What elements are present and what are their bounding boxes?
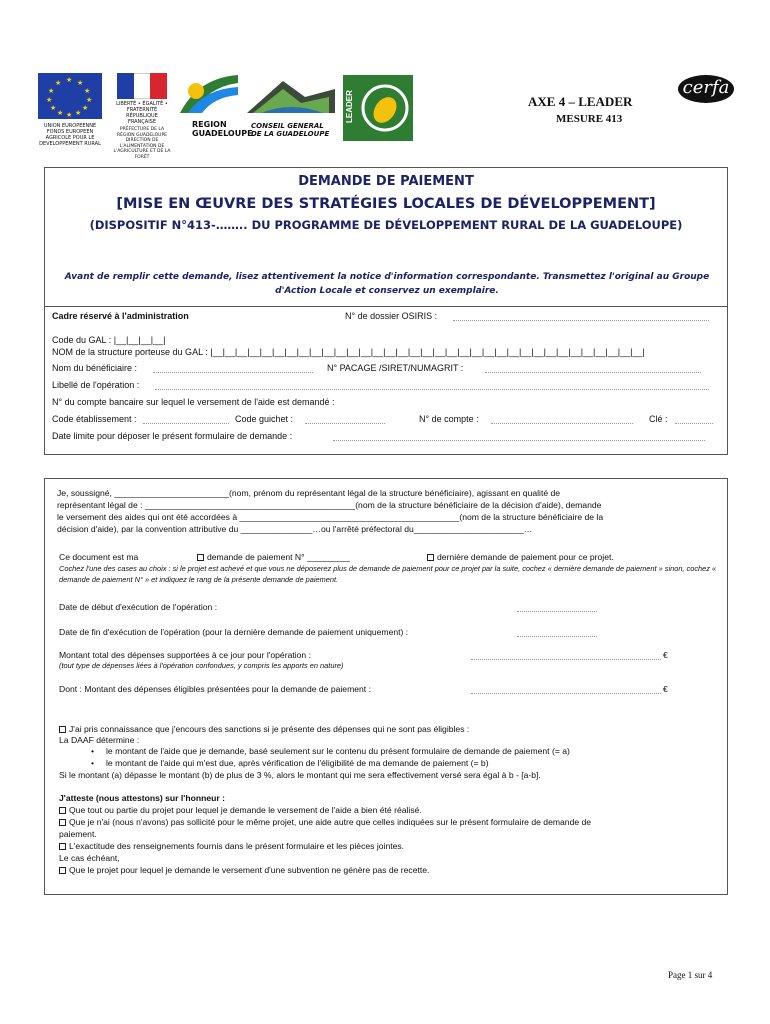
marianne-icon xyxy=(117,73,167,99)
osiris-field[interactable] xyxy=(453,320,709,321)
attestation-2-checkbox[interactable] xyxy=(59,819,66,826)
leader-logo xyxy=(343,75,413,141)
prefecture-caption: PRÉFECTURE DE LA RÉGION GUADELOUPE DIRECTION DE L'ALIMENTATION DE L'AGRICULTURE ET DE LA FORÊT xyxy=(113,127,171,160)
date-debut-field[interactable] xyxy=(517,611,597,612)
gal-structure: NOM de la structure porteuse du GAL : |__|__|__|__|__|__|__|__|__|__|__|__|__|__|__|__|__|__|__|__|__|__|__|__|__|__|__|__|__|__|__|__|__|__|__| xyxy=(52,347,645,357)
etablissement-field[interactable] xyxy=(143,423,229,424)
choice-note: Cochez l'une des cases au choix : si le projet est achevé et que vous ne déposerez plus de demande de paiement pour ce projet par la suite, cochez « dernière demande de paiement » sinon, cochez « demande de paiement N° » et indiquez le rang de la présente demande de paiement. xyxy=(59,564,717,584)
date-fin-field[interactable] xyxy=(517,636,597,637)
montant-total-euro: € xyxy=(663,650,668,660)
republic-logo xyxy=(112,73,172,160)
declaration-line-1: Je, soussigné, ________________________(nom, prénom du représentant légal de la structure bénéficiaire), agissant en qualité de xyxy=(57,488,561,498)
date-limite-label: Date limite pour déposer le présent formulaire de demande : xyxy=(52,431,293,441)
attestation-2-text: Que je n'ai (nous n'avons) pas sollicité pour le même projet, une aide autre que celles indiquées sur le présent formulaire de demande de xyxy=(69,817,592,827)
leader-emblem-icon xyxy=(359,80,411,136)
conseil-general-logo xyxy=(243,75,339,141)
conseil-label: CONSEIL GENERAL DE LA GUADELOUPE xyxy=(251,122,330,138)
admin-divider xyxy=(45,306,727,307)
beneficiaire-field[interactable] xyxy=(153,372,313,373)
attestation-4[interactable] xyxy=(59,864,429,876)
page-number: Page 1 sur 4 xyxy=(668,970,713,980)
demande-paiement-checkbox[interactable] xyxy=(197,554,204,561)
title-line-2: [MISE EN ŒUVRE DES STRATÉGIES LOCALES DE DÉVELOPPEMENT] xyxy=(116,196,656,212)
cle-label: Clé : xyxy=(649,414,668,424)
attestation-3-text: L'exactitude des renseignements fournis dans le présent formulaire et les pièces jointes. xyxy=(69,841,405,851)
gal-code: Code du GAL : |__|__|__|__| xyxy=(52,335,166,345)
eu-caption: UNION EUROPEENNE FONDS EUROPEEN AGRICOLE POUR LE DEVELOPPEMENT RURAL xyxy=(39,123,101,147)
cle-field[interactable] xyxy=(675,423,713,424)
admin-header: Cadre réservé à l'administration xyxy=(52,311,189,321)
option-derniere-demande[interactable] xyxy=(427,551,614,563)
leader-label: LEADER xyxy=(345,90,354,123)
attestation-1-text: Que tout ou partie du projet pour lequel je demande le versement de l'aide a bien été réalisé. xyxy=(69,805,422,815)
cerfa-logo: cerfa xyxy=(678,75,734,103)
montant-total-label: Montant total des dépenses supportées à ce jour pour l'opération : xyxy=(59,650,311,660)
bullet-b-text: le montant de l'aide qui m'est due, après vérification de l'éligibilité de ma demande de paiement (= b) xyxy=(106,758,489,768)
region-guadeloupe-logo xyxy=(178,73,253,141)
bullet-a xyxy=(91,745,570,757)
bullet-icon: • xyxy=(91,758,95,768)
date-debut-label: Date de début d'exécution de l'opération : xyxy=(59,602,218,612)
dont-euro: € xyxy=(663,684,668,694)
declaration-box xyxy=(44,478,728,895)
si-montant-text: Si le montant (a) dépasse le montant (b) de plus de 3 %, alors le montant qui me sera effectivement versé sera égal à b - [a-b]. xyxy=(59,770,541,780)
eu-logo xyxy=(36,73,104,147)
libelle-label: Libellé de l'opération : xyxy=(52,380,140,390)
title-line-1: DEMANDE DE PAIEMENT xyxy=(298,174,474,189)
bullet-icon: • xyxy=(91,746,95,756)
intro-text: Avant de remplir cette demande, lisez attentivement la notice d'information correspondante. Transmettez l'original au Groupe d'Action Locale et conservez un exemplaire. xyxy=(64,272,710,296)
sanctions-checkbox[interactable] xyxy=(59,726,66,733)
bullet-b xyxy=(91,757,489,769)
libelle-field[interactable] xyxy=(155,389,709,390)
bullet-a-text: le montant de l'aide que je demande, basé seulement sur le contenu du présent formulaire de demande de paiement (= a) xyxy=(106,746,570,756)
axe-heading: AXE 4 – LEADER xyxy=(528,94,633,109)
declaration-line-4: décision d'aide), par la convention attributive du _______________…ou l'arrêté préfectoral du_______________________… xyxy=(57,524,533,534)
attestation-1[interactable] xyxy=(59,804,422,816)
pacage-field[interactable] xyxy=(485,372,701,373)
declaration-line-3: le versement des aides qui ont été accordées à ______________________________________________(nom de la structure bénéficiaire de la xyxy=(57,512,604,522)
document-type-label: Ce document est ma xyxy=(59,552,139,562)
title-line-3: (DISPOSITIF N°413-…….. DU PROGRAMME DE DÉVELOPPEMENT RURAL DE LA GUADELOUPE) xyxy=(89,218,683,232)
atteste-heading: J'atteste (nous attestons) sur l'honneur : xyxy=(59,793,225,803)
montant-total-field[interactable] xyxy=(471,659,661,660)
option-demande-paiement[interactable] xyxy=(197,551,350,563)
date-fin-label: Date de fin d'exécution de l'opération (pour la dernière demande de paiement uniquement) : xyxy=(59,627,409,637)
attestation-4-checkbox[interactable] xyxy=(59,867,66,874)
daaf-label: La DAAF détermine : xyxy=(59,735,140,745)
dont-label: Dont : Montant des dépenses éligibles présentées pour la demande de paiement : xyxy=(59,684,371,694)
attestation-1-checkbox[interactable] xyxy=(59,807,66,814)
etablissement-label: Code établissement : xyxy=(52,414,137,424)
compte-field[interactable] xyxy=(491,423,633,424)
attestation-3[interactable] xyxy=(59,840,404,852)
compte-label: N° de compte : xyxy=(419,414,479,424)
option-1-label: demande de paiement N° _________ xyxy=(207,552,350,562)
region-label: REGION GUADELOUPE xyxy=(192,120,253,138)
declaration-line-2: représentant légal de : ____________________________________________(nom de la structure bénéficiaire de la décision d'aide), demande xyxy=(57,500,602,510)
conseil-emblem-icon xyxy=(243,75,339,117)
guichet-label: Code guichet : xyxy=(235,414,294,424)
region-emblem-icon xyxy=(178,73,240,115)
pacage-label: N° PACAGE /SIRET/NUMAGRIT : xyxy=(327,363,464,373)
date-limite-field[interactable] xyxy=(333,440,705,441)
dont-field[interactable] xyxy=(471,693,661,694)
eu-flag-icon: ★ ★ ★ ★ ★ ★ ★ ★ ★ ★ ★ ★ xyxy=(38,73,102,119)
attestation-2-cont: paiement. xyxy=(59,829,97,839)
attestation-3-checkbox[interactable] xyxy=(59,843,66,850)
attestation-2[interactable] xyxy=(59,816,591,828)
option-2-label: dernière demande de paiement pour ce projet. xyxy=(437,552,614,562)
derniere-demande-checkbox[interactable] xyxy=(427,554,434,561)
osiris-label: N° de dossier OSIRIS : xyxy=(345,311,438,321)
republic-caption: LIBERTÉ • ÉGALITÉ • FRATERNITÉ RÉPUBLIQUE FRANÇAISE xyxy=(116,101,168,125)
montant-note: (tout type de dépenses liées à l'opération confondues, y compris les apports en nature) xyxy=(59,661,344,670)
cas-echeant: Le cas échéant, xyxy=(59,853,120,863)
mesure-heading: MESURE 413 xyxy=(556,113,623,125)
beneficiaire-label: Nom du bénéficiaire : xyxy=(52,363,138,373)
title-box xyxy=(44,167,728,455)
sanctions-text: J'ai pris connaissance que j'encours des sanctions si je présente des dépenses qui ne sont pas éligibles : xyxy=(69,724,470,734)
attestation-4-text: Que le projet pour lequel je demande le versement d'une subvention ne génère pas de recette. xyxy=(69,865,430,875)
compte-bancaire-label: N° du compte bancaire sur lequel le versement de l'aide est demandé : xyxy=(52,397,335,407)
guichet-field[interactable] xyxy=(305,423,385,424)
